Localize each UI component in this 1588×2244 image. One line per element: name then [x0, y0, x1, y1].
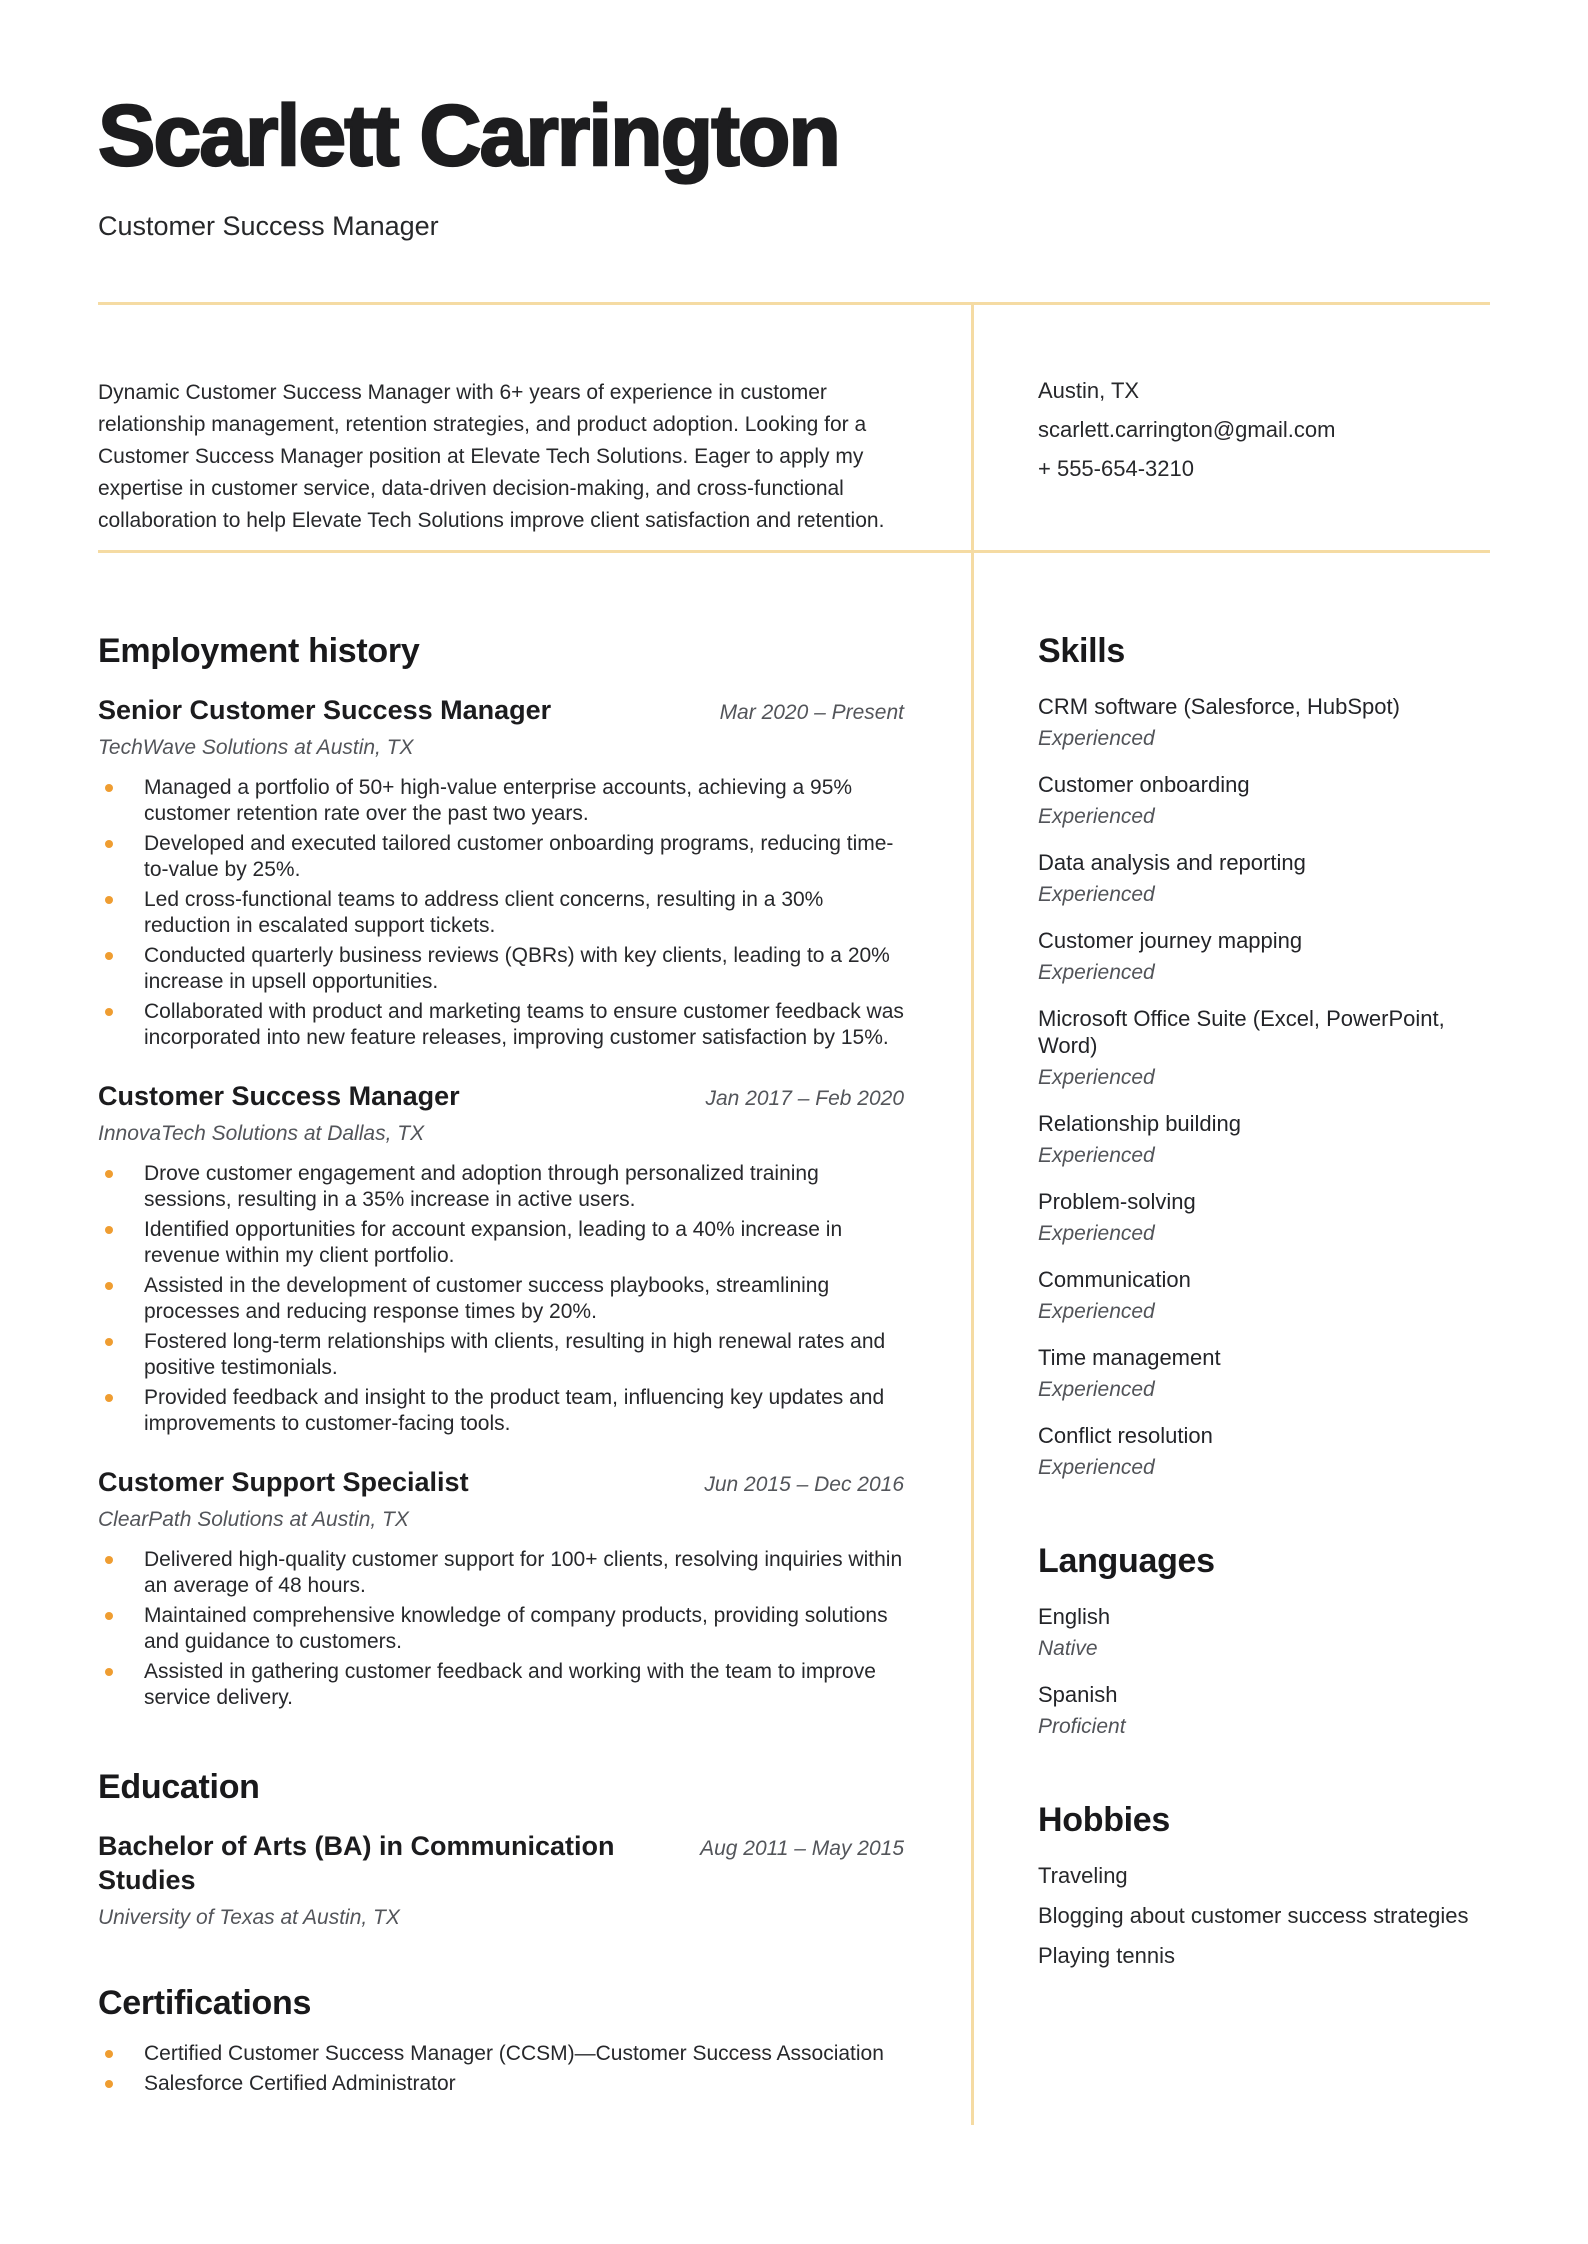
- skill-item: [1038, 693, 1490, 752]
- degree-title: Bachelor of Arts (BA) in Communication Studies: [98, 1831, 615, 1895]
- list-item: [98, 1603, 904, 1655]
- education-heading: Education: [98, 1768, 260, 1806]
- bullet-icon: [105, 1170, 113, 1178]
- job-company: TechWave Solutions at Austin, TX: [98, 736, 414, 759]
- bullet-text: Collaborated with product and marketing teams to ensure customer feedback was incorporated into new feature releases, improving customer satisfaction by 15%.: [144, 1000, 904, 1049]
- skill-level: Experienced: [1038, 1144, 1155, 1167]
- certifications-section: [98, 1983, 904, 2097]
- skills-section: [1038, 631, 1490, 1481]
- education-head: [98, 1829, 904, 1897]
- bullet-icon: [105, 784, 113, 792]
- list-item: [98, 999, 904, 1051]
- list-item: [98, 831, 904, 883]
- skill-level: Experienced: [1038, 1456, 1155, 1479]
- job-title: Customer Support Specialist: [98, 1467, 469, 1497]
- list-item: [98, 1329, 904, 1381]
- job-title: Senior Customer Success Manager: [98, 695, 552, 725]
- profile-summary: Dynamic Customer Success Manager with 6+ years of experience in customer relationship management, retention strategies, and product adoption. Looking for a Customer Success Manager position at Elevate Tech Solutions. Eager to apply my expertise in customer service, data-driven decision-making, and cross-functional collaboration to help Elevate Tech Solutions improve client satisfaction and retention.: [98, 381, 885, 532]
- skill-item: [1038, 1005, 1490, 1091]
- hobby-item: Traveling: [1038, 1863, 1128, 1888]
- job-entry: [98, 1465, 904, 1711]
- bullet-icon: [105, 1008, 113, 1016]
- skill-name: Conflict resolution: [1038, 1423, 1213, 1448]
- bullet-text: Maintained comprehensive knowledge of company products, providing solutions and guidance to customers.: [144, 1604, 888, 1653]
- languages-heading: Languages: [1038, 1542, 1215, 1580]
- skill-name: Time management: [1038, 1345, 1221, 1370]
- contact-location: Austin, TX: [1038, 378, 1140, 403]
- skill-name: Relationship building: [1038, 1111, 1242, 1136]
- language-level: Proficient: [1038, 1715, 1126, 1738]
- person-job-title: Customer Success Manager: [98, 211, 439, 241]
- bullet-text: Assisted in gathering customer feedback and working with the team to improve service delivery.: [144, 1660, 876, 1709]
- job-head: [98, 1465, 904, 1499]
- job-dates: Jan 2017 – Feb 2020: [705, 1087, 904, 1110]
- list-item: [98, 775, 904, 827]
- skill-item: [1038, 927, 1490, 986]
- skill-item: [1038, 1266, 1490, 1325]
- bullet-icon: [105, 2080, 113, 2088]
- skill-name: Customer journey mapping: [1038, 928, 1303, 953]
- employment-heading: Employment history: [98, 632, 420, 670]
- bullet-icon: [105, 1668, 113, 1676]
- list-item: [98, 1273, 904, 1325]
- skill-name: Data analysis and reporting: [1038, 850, 1306, 875]
- main-row: [98, 553, 1490, 2157]
- skill-level: Experienced: [1038, 961, 1155, 984]
- job-entry: [98, 693, 904, 1051]
- skill-item: [1038, 1110, 1490, 1169]
- skill-name: Customer onboarding: [1038, 772, 1250, 797]
- bullet-text: Certified Customer Success Manager (CCSM)—Customer Success Association: [144, 2042, 884, 2065]
- bullet-icon: [105, 952, 113, 960]
- job-dates: Jun 2015 – Dec 2016: [704, 1473, 904, 1496]
- skill-level: Experienced: [1038, 727, 1155, 750]
- bullet-icon: [105, 1394, 113, 1402]
- contact-email: scarlett.carrington@gmail.com: [1038, 417, 1336, 442]
- job-bullets: [98, 1161, 904, 1437]
- summary-block: [98, 377, 904, 550]
- sidebar-column: [1038, 631, 1490, 2097]
- job-bullets: [98, 775, 904, 1051]
- certifications-heading: Certifications: [98, 1984, 312, 2022]
- job-title: Customer Success Manager: [98, 1081, 460, 1111]
- job-bullets: [98, 1547, 904, 1711]
- bullet-icon: [105, 896, 113, 904]
- contact-phone: + 555-654-3210: [1038, 456, 1194, 481]
- bullet-icon: [105, 1226, 113, 1234]
- skill-name: Microsoft Office Suite (Excel, PowerPoint, Word): [1038, 1006, 1445, 1058]
- hobbies-heading: Hobbies: [1038, 1801, 1171, 1839]
- list-item: [98, 1161, 904, 1213]
- skill-name: CRM software (Salesforce, HubSpot): [1038, 694, 1400, 719]
- bullet-text: Drove customer engagement and adoption through personalized training sessions, resulting in a 35% increase in active users.: [144, 1162, 819, 1211]
- bullet-text: Delivered high-quality customer support for 100+ clients, resolving inquiries within an average of 48 hours.: [144, 1548, 903, 1597]
- skill-level: Experienced: [1038, 1066, 1155, 1089]
- education-section: [98, 1767, 904, 1931]
- list-item: [98, 2041, 904, 2067]
- job-head: [98, 1079, 904, 1113]
- list-item: [98, 943, 904, 995]
- list-item: [98, 2071, 904, 2097]
- bullet-icon: [105, 1338, 113, 1346]
- job-company: InnovaTech Solutions at Dallas, TX: [98, 1122, 425, 1145]
- job-entry: [98, 1079, 904, 1437]
- skill-level: Experienced: [1038, 1378, 1155, 1401]
- bullet-text: Assisted in the development of customer success playbooks, streamlining processes and reducing response times by 20%.: [144, 1274, 830, 1323]
- hobbies-section: [1038, 1800, 1490, 1969]
- skill-item: [1038, 1422, 1490, 1481]
- language-item: [1038, 1681, 1490, 1740]
- contact-block: [1038, 377, 1490, 550]
- intro-row: [98, 305, 1490, 550]
- bullet-icon: [105, 1556, 113, 1564]
- list-item: [98, 1385, 904, 1437]
- certifications-list: [98, 2041, 904, 2097]
- bullet-text: Led cross-functional teams to address client concerns, resulting in a 30% reduction in escalated support tickets.: [144, 888, 824, 937]
- bullet-text: Conducted quarterly business reviews (QBRs) with key clients, leading to a 20% increase in upsell opportunities.: [144, 944, 890, 993]
- bullet-icon: [105, 840, 113, 848]
- skill-name: Problem-solving: [1038, 1189, 1196, 1214]
- bullet-text: Provided feedback and insight to the product team, influencing key updates and improvements to customer-facing tools.: [144, 1386, 885, 1435]
- skills-list: [1038, 693, 1490, 1481]
- skill-level: Experienced: [1038, 1222, 1155, 1245]
- bullet-text: Salesforce Certified Administrator: [144, 2072, 456, 2095]
- column-divider: [971, 305, 974, 2125]
- job-head: [98, 693, 904, 727]
- hobby-item: Blogging about customer success strategies: [1038, 1903, 1469, 1928]
- skill-level: Experienced: [1038, 805, 1155, 828]
- skill-item: [1038, 849, 1490, 908]
- skill-level: Experienced: [1038, 1300, 1155, 1323]
- skill-item: [1038, 771, 1490, 830]
- language-level: Native: [1038, 1637, 1098, 1660]
- bullet-icon: [105, 1282, 113, 1290]
- skills-heading: Skills: [1038, 632, 1126, 670]
- education-school: University of Texas at Austin, TX: [98, 1906, 400, 1929]
- body: [98, 305, 1490, 2157]
- languages-section: [1038, 1541, 1490, 1740]
- skill-name: Communication: [1038, 1267, 1191, 1292]
- language-name: English: [1038, 1604, 1111, 1629]
- list-item: [98, 1659, 904, 1711]
- list-item: [98, 887, 904, 939]
- list-item: [98, 1547, 904, 1599]
- bullet-text: Managed a portfolio of 50+ high-value enterprise accounts, achieving a 95% customer retention rate over the past two years.: [144, 776, 853, 825]
- list-item: [98, 1217, 904, 1269]
- bullet-icon: [105, 1612, 113, 1620]
- education-dates: Aug 2011 – May 2015: [700, 1837, 904, 1860]
- job-company: ClearPath Solutions at Austin, TX: [98, 1508, 409, 1531]
- bullet-text: Identified opportunities for account expansion, leading to a 40% increase in revenue within my client portfolio.: [144, 1218, 843, 1267]
- language-name: Spanish: [1038, 1682, 1118, 1707]
- person-name: Scarlett Carrington: [98, 88, 839, 184]
- main-column: [98, 631, 904, 2097]
- hobbies-list: [1038, 1862, 1490, 1969]
- languages-list: [1038, 1603, 1490, 1740]
- skill-item: [1038, 1344, 1490, 1403]
- job-dates: Mar 2020 – Present: [719, 701, 904, 724]
- bullet-text: Developed and executed tailored customer onboarding programs, reducing time-to-value by 25%.: [144, 832, 894, 881]
- language-item: [1038, 1603, 1490, 1662]
- skill-item: [1038, 1188, 1490, 1247]
- hobby-item: Playing tennis: [1038, 1943, 1175, 1968]
- education-entry: [98, 1829, 904, 1931]
- bullet-text: Fostered long-term relationships with clients, resulting in high renewal rates and positive testimonials.: [144, 1330, 886, 1379]
- bullet-icon: [105, 2050, 113, 2058]
- skill-level: Experienced: [1038, 883, 1155, 906]
